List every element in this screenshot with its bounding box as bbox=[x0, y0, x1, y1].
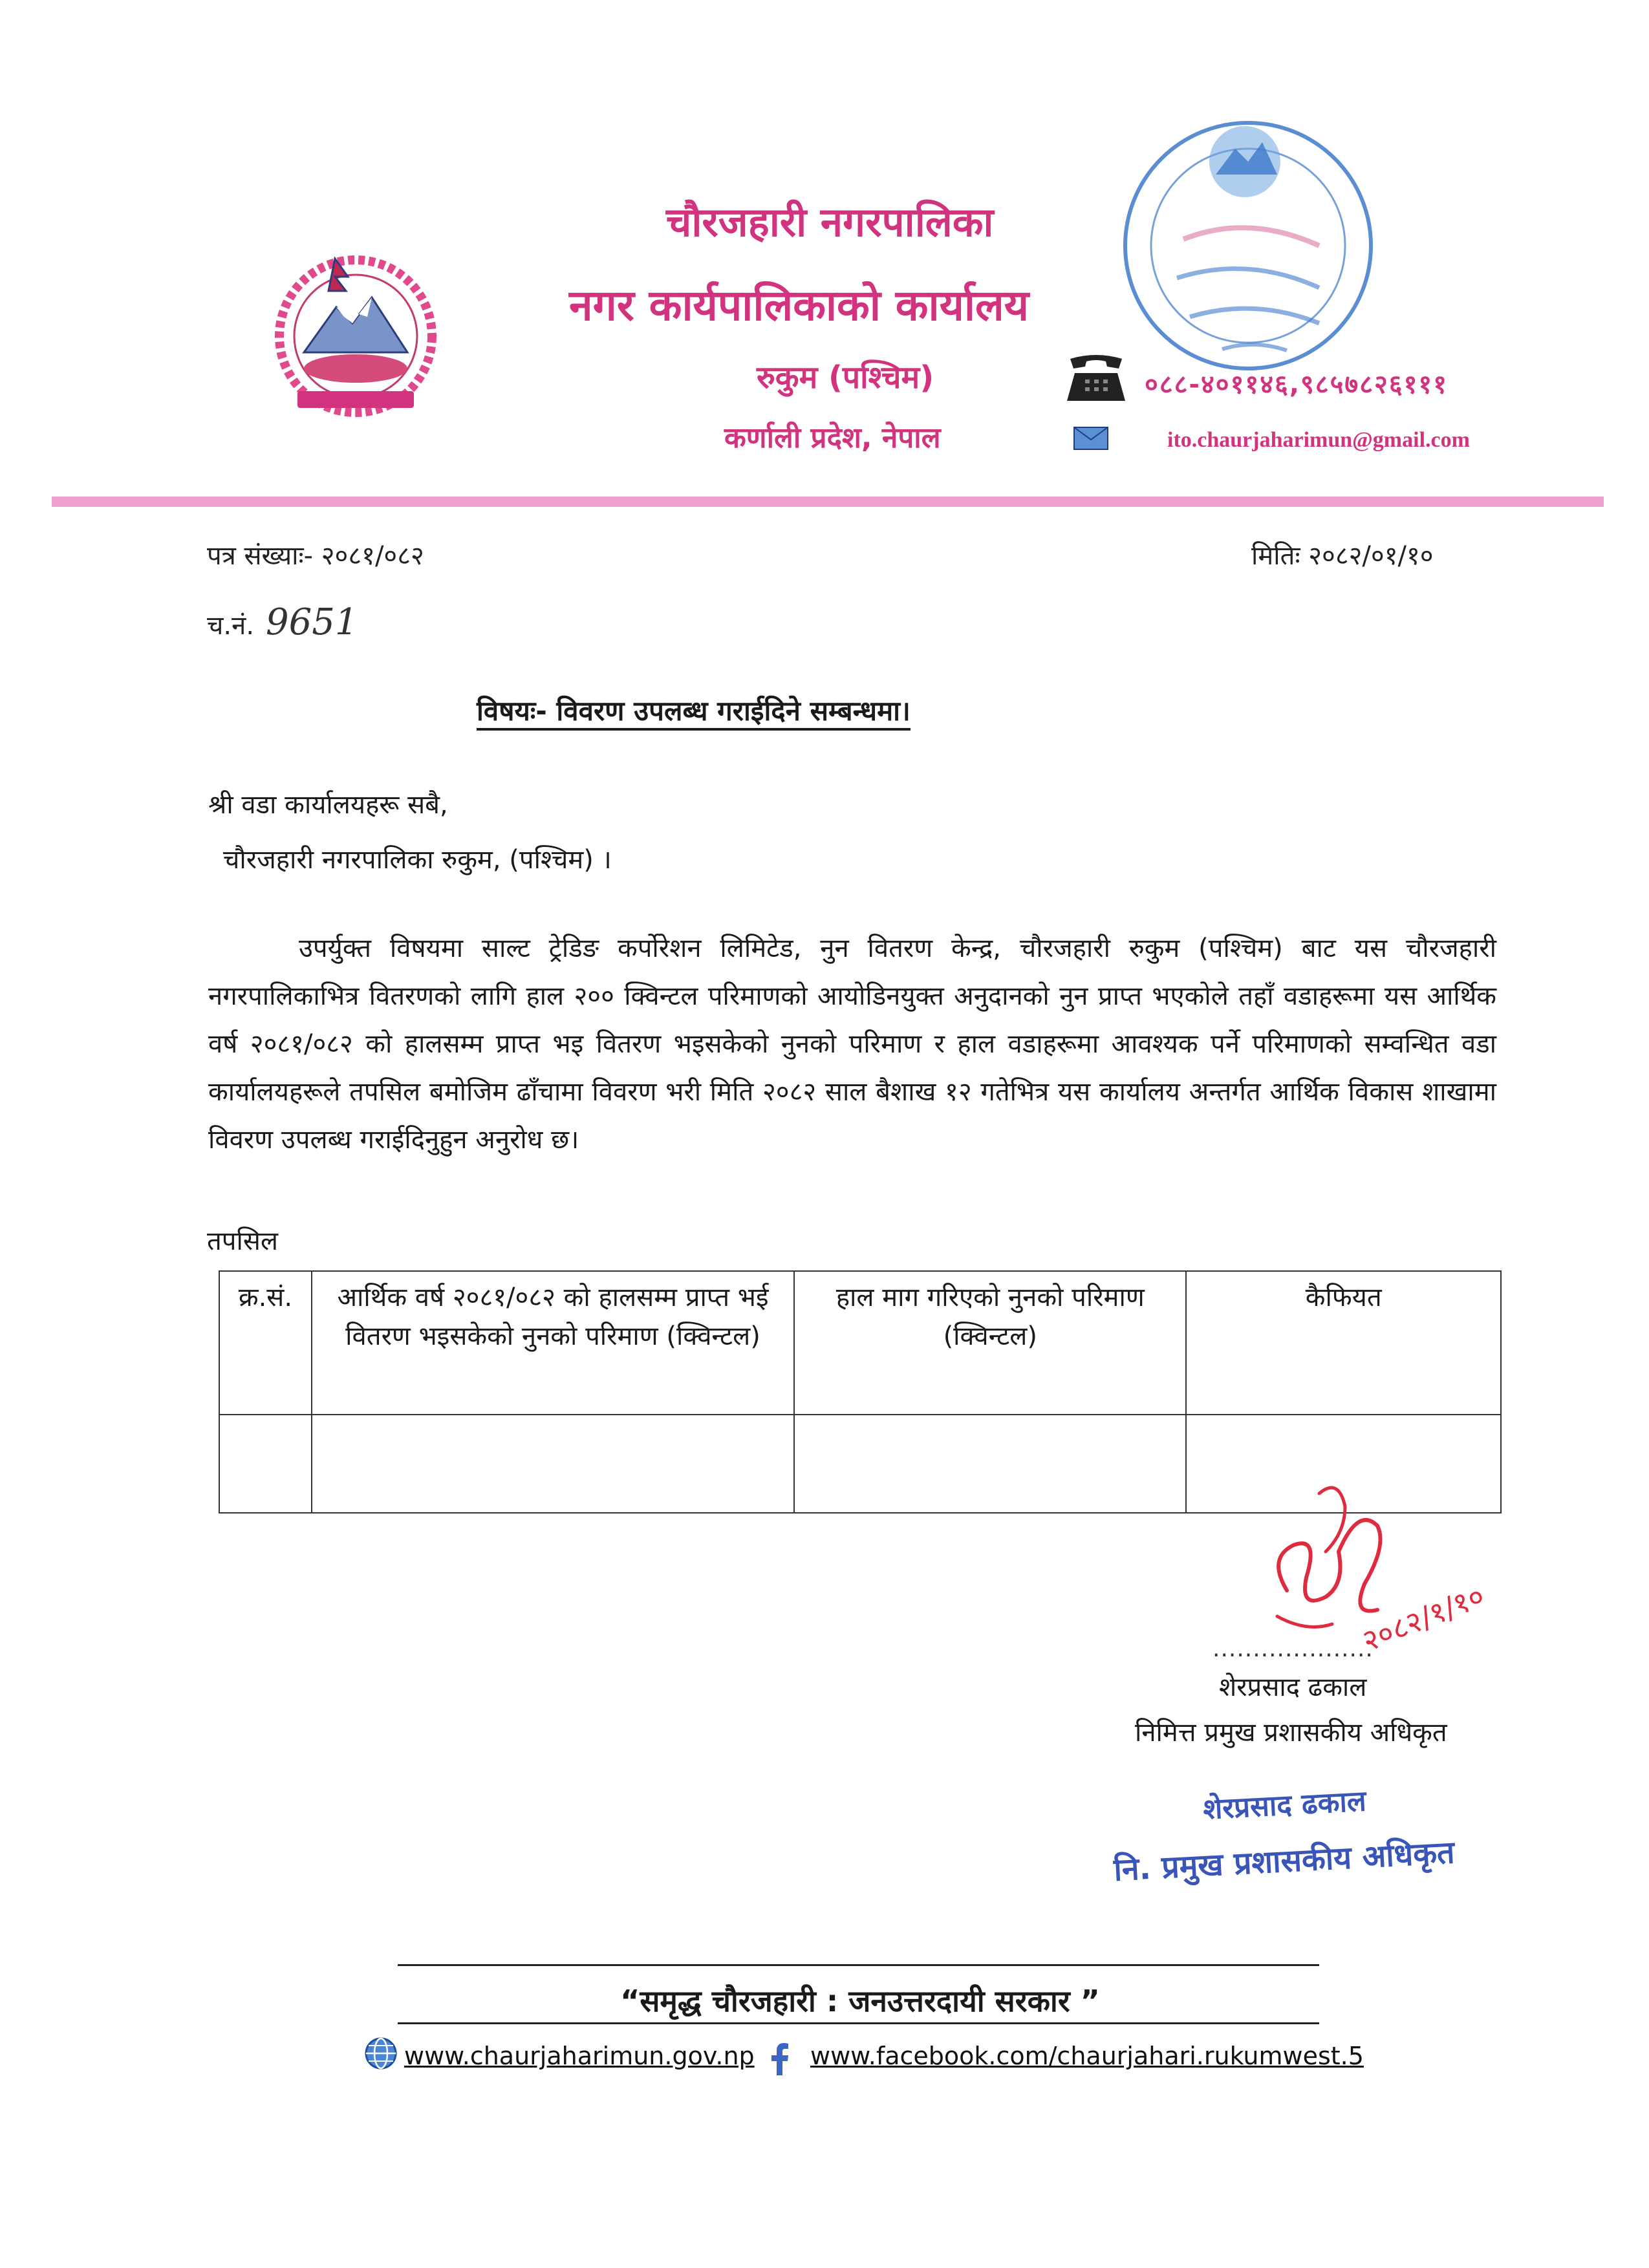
dispatch-number bbox=[207, 601, 358, 643]
recipient-line-2: चौरजहारी नगरपालिका रुकुम, (पश्चिम) । bbox=[223, 845, 612, 875]
signatory-title: निमित्त प्रमुख प्रशासकीय अधिकृत bbox=[1135, 1718, 1447, 1748]
letter-subject: विषयः- विवरण उपलब्ध गराईदिने सम्बन्धमा। bbox=[477, 695, 911, 727]
office-email[interactable]: ito.chaurjaharimun@gmail.com bbox=[1167, 428, 1470, 452]
letter-number: पत्र संख्याः- २०८१/०८२ bbox=[207, 541, 424, 571]
district-name: रुकुम (पश्चिम) bbox=[757, 359, 934, 396]
table-header-row bbox=[219, 1271, 1501, 1415]
table-header-serial: क्र.सं. bbox=[219, 1271, 312, 1415]
signature-date-mark: २०८२/१/१० bbox=[1357, 1578, 1490, 1659]
website-link[interactable]: www.chaurjaharimun.gov.np bbox=[404, 2042, 755, 2070]
recipient-line-1: श्री वडा कार्यालयहरू सबै, bbox=[208, 790, 448, 820]
office-seal-stamp bbox=[1112, 110, 1384, 381]
office-name: नगर कार्यपालिकाको कार्यालय bbox=[569, 281, 1029, 330]
footer-rule-top bbox=[398, 1964, 1319, 1966]
table-cell bbox=[219, 1415, 312, 1513]
name-stamp: शेरप्रसाद ढकाल bbox=[1202, 1784, 1367, 1826]
nepal-emblem-icon bbox=[259, 246, 453, 420]
facebook-link[interactable]: www.facebook.com/chaurjahari.rukumwest.5 bbox=[810, 2042, 1364, 2070]
footer-motto: “समृद्ध चौरजहारी : जनउत्तरदायी सरकार ” bbox=[620, 1984, 1100, 2018]
dispatch-number-handwritten: 9651 bbox=[266, 601, 358, 643]
email-icon bbox=[1073, 427, 1108, 450]
office-phone: ०८८-४०११४६,९८५७८२६१११ bbox=[1145, 370, 1448, 400]
annex-label: तपसिल bbox=[207, 1226, 279, 1256]
globe-icon bbox=[364, 2037, 398, 2070]
salt-distribution-form-table bbox=[219, 1270, 1502, 1514]
table-header-requested-quantity: हाल माग गरिएको नुनको परिमाण (क्विन्टल) bbox=[794, 1271, 1186, 1415]
municipality-name: चौरजहारी नगरपालिका bbox=[666, 198, 994, 246]
facebook-icon bbox=[765, 2043, 793, 2075]
dispatch-label: च.नं. bbox=[207, 611, 255, 641]
table-cell bbox=[312, 1415, 794, 1513]
telephone-icon bbox=[1061, 352, 1132, 404]
table-cell bbox=[794, 1415, 1186, 1513]
signature-dotted-line: .................... bbox=[1212, 1636, 1374, 1662]
letter-date: मितिः २०८२/०१/१० bbox=[1251, 541, 1434, 571]
signatory-name: शेरप्रसाद ढकाल bbox=[1219, 1673, 1367, 1702]
designation-stamp: नि. प्रमुख प्रशासकीय अधिकृत bbox=[1112, 1834, 1456, 1888]
header-divider bbox=[52, 497, 1604, 507]
province-name: कर्णाली प्रदेश, नेपाल bbox=[724, 422, 941, 455]
table-header-remarks: कैफियत bbox=[1186, 1271, 1501, 1415]
letter-body: उपर्युक्त विषयमा साल्ट ट्रेडिङ कर्पोरेशन लिमिटेड, नुन वितरण केन्द्र, चौरजहारी रुकुम (पश्चिम) बाट यस चौरजहारी नगरपालिकाभित्र वितरणको लागि हाल २०० क्विन्टल परिमाणको आयोडिनयुक्त अनुदानको नुन प्राप्त भएकोले तहाँ वडाहरूमा यस आर्थिक वर्ष २०८१/०८२ को हालसम्म प्राप्त भइ वितरण भइसकेको नुनको परिमाण र हाल वडाहरूमा आवश्यक पर्ने परिमाणको सम्वन्धित वडा कार्यालयहरूले तपसिल बमोजिम ढाँचामा विवरण भरी मिति २०८२ साल बैशाख १२ गतेभित्र यस कार्यालय अन्तर्गत आर्थिक विकास शाखामा विवरण उपलब्ध गराईदिनुहुन अनुरोध छ। bbox=[208, 934, 1496, 1155]
table-header-distributed-quantity: आर्थिक वर्ष २०८१/०८२ को हालसम्म प्राप्त भई वितरण भइसकेको नुनको परिमाण (क्विन्टल) bbox=[312, 1271, 794, 1415]
footer-rule-bottom bbox=[398, 2022, 1319, 2024]
